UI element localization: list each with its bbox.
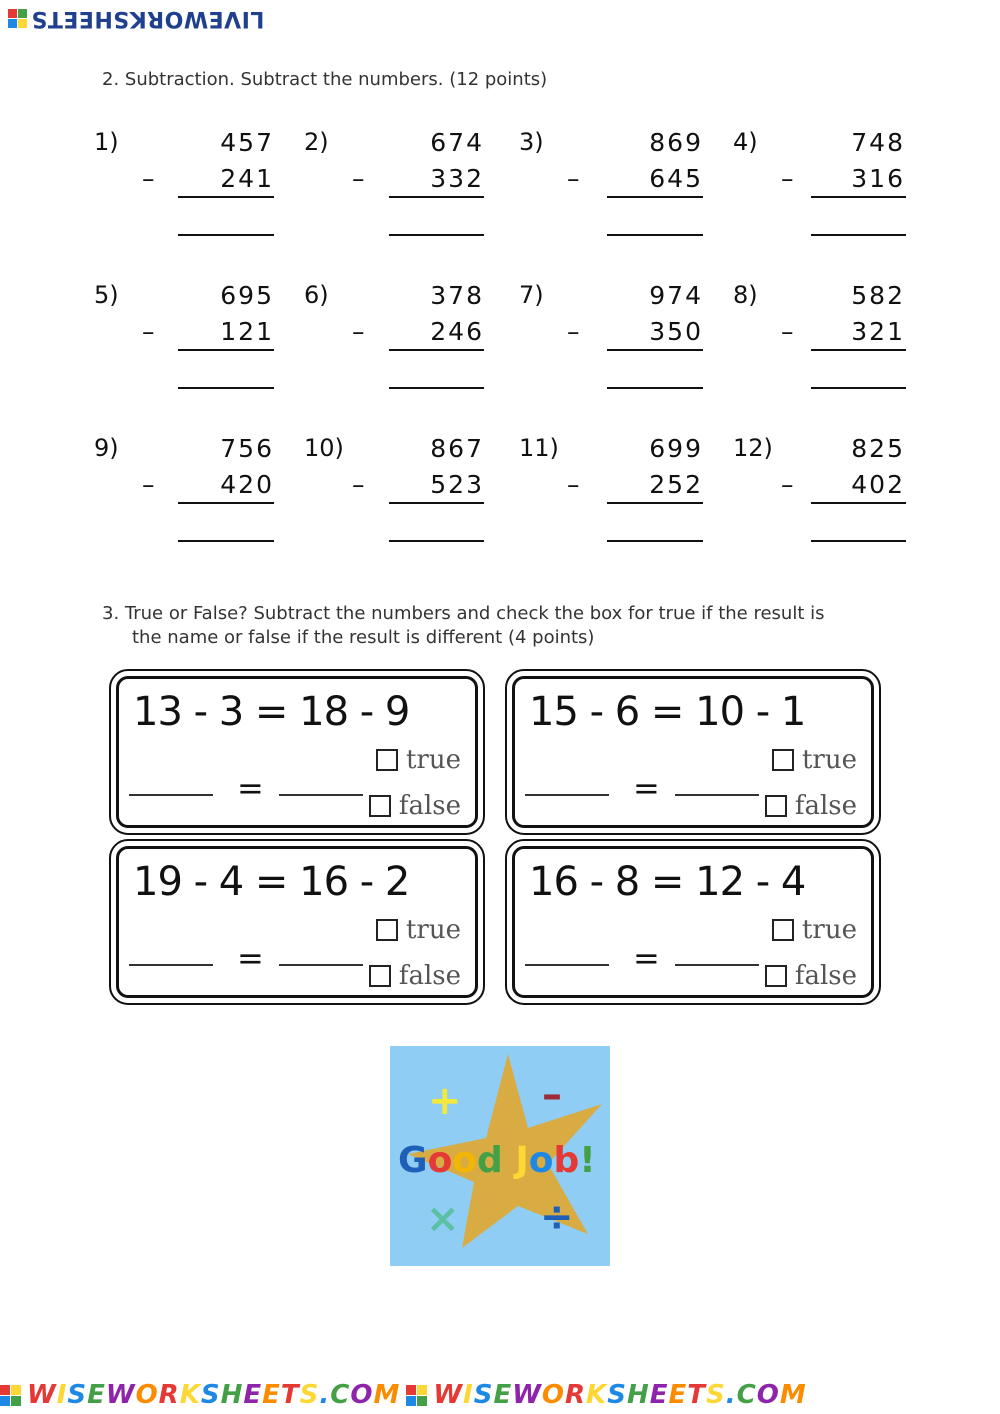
plus-icon (428, 1078, 462, 1124)
underline (811, 349, 906, 351)
false-option[interactable] (765, 791, 857, 821)
minus-sign: – (781, 470, 794, 499)
good-job-badge (390, 1046, 610, 1266)
answer-blank-left[interactable] (525, 794, 609, 796)
minuend: 582 (851, 281, 905, 310)
equals-sign: = (633, 769, 660, 807)
minus-icon (542, 1072, 562, 1118)
equation: 13 - 3 = 18 - 9 (133, 689, 410, 735)
false-label: false (398, 791, 461, 821)
problem-number: 6) (304, 281, 329, 309)
true-option[interactable] (772, 915, 857, 945)
subtrahend: 252 (649, 470, 703, 499)
subtraction-problem (304, 128, 504, 248)
checkbox-false[interactable] (765, 795, 787, 817)
problem-number: 5) (94, 281, 119, 309)
section3-heading-line2: the name or false if the result is different (4 points) (132, 627, 595, 648)
answer-blank[interactable] (178, 540, 274, 542)
footer-blocks-icon (0, 1385, 21, 1406)
section3-heading-line1: 3. True or False? Subtract the numbers and check the box for true if the result is (102, 603, 825, 624)
footer-blocks-icon (406, 1385, 427, 1406)
answer-blank[interactable] (389, 234, 484, 236)
subtraction-problem (733, 281, 933, 401)
footer-text-1: WISEWORKSHEETS.COM (27, 1380, 401, 1410)
underline (607, 502, 703, 504)
logo-blocks-icon (8, 9, 27, 28)
subtrahend: 121 (220, 317, 274, 346)
minus-sign: – (352, 164, 365, 193)
svg-text:–: – (542, 1072, 562, 1118)
minuend: 867 (430, 434, 484, 463)
minuend: 378 (430, 281, 484, 310)
subtraction-problem (733, 434, 933, 554)
underline (607, 196, 703, 198)
minus-sign: – (781, 317, 794, 346)
subtraction-problem (733, 128, 933, 248)
underline (389, 349, 484, 351)
minuend: 457 (220, 128, 274, 157)
svg-text:×: × (426, 1196, 460, 1242)
minus-sign: – (352, 470, 365, 499)
false-option[interactable] (765, 961, 857, 991)
footer-brand (0, 1378, 1000, 1412)
underline (811, 196, 906, 198)
subtrahend: 241 (220, 164, 274, 193)
true-false-card (116, 676, 478, 828)
false-label: false (398, 961, 461, 991)
checkbox-false[interactable] (765, 965, 787, 987)
minus-sign: – (142, 470, 155, 499)
answer-blank-right[interactable] (279, 794, 363, 796)
minus-sign: – (567, 164, 580, 193)
subtrahend: 332 (430, 164, 484, 193)
problem-number: 7) (519, 281, 544, 309)
subtrahend: 246 (430, 317, 484, 346)
answer-blank-left[interactable] (525, 964, 609, 966)
minuend: 974 (649, 281, 703, 310)
minuend: 695 (220, 281, 274, 310)
subtrahend: 321 (851, 317, 905, 346)
underline (389, 502, 484, 504)
underline (389, 196, 484, 198)
subtrahend: 316 (851, 164, 905, 193)
equals-sign: = (633, 939, 660, 977)
equals-sign: = (237, 939, 264, 977)
true-label: true (405, 745, 461, 775)
checkbox-false[interactable] (369, 795, 391, 817)
svg-text:+: + (428, 1078, 462, 1124)
checkbox-true[interactable] (376, 749, 398, 771)
true-label: true (801, 745, 857, 775)
subtraction-problem (304, 434, 504, 554)
true-false-card (512, 846, 874, 998)
answer-blank[interactable] (607, 387, 703, 389)
section2-heading: 2. Subtraction. Subtract the numbers. (12 points) (102, 69, 548, 90)
equation: 16 - 8 = 12 - 4 (529, 859, 806, 905)
true-option[interactable] (376, 915, 461, 945)
true-label: true (801, 915, 857, 945)
equation: 19 - 4 = 16 - 2 (133, 859, 410, 905)
true-false-card (116, 846, 478, 998)
checkbox-true[interactable] (772, 919, 794, 941)
true-label: true (405, 915, 461, 945)
problem-number: 10) (304, 434, 344, 462)
checkbox-false[interactable] (369, 965, 391, 987)
logo-text: LIVEWORKSHEETS (31, 5, 265, 31)
problem-number: 11) (519, 434, 559, 462)
liveworksheets-logo (8, 4, 264, 32)
minus-sign: – (781, 164, 794, 193)
answer-blank[interactable] (607, 540, 703, 542)
answer-blank-right[interactable] (675, 794, 759, 796)
answer-blank[interactable] (607, 234, 703, 236)
answer-blank[interactable] (178, 234, 274, 236)
subtrahend: 420 (220, 470, 274, 499)
true-option[interactable] (772, 745, 857, 775)
times-icon (426, 1196, 460, 1242)
false-option[interactable] (369, 791, 461, 821)
subtraction-problem (304, 281, 504, 401)
subtrahend: 523 (430, 470, 484, 499)
checkbox-true[interactable] (376, 919, 398, 941)
answer-blank[interactable] (389, 387, 484, 389)
underline (607, 349, 703, 351)
subtraction-problem (94, 281, 294, 401)
minuend: 748 (851, 128, 905, 157)
false-option[interactable] (369, 961, 461, 991)
answer-blank-right[interactable] (279, 964, 363, 966)
underline (178, 349, 274, 351)
answer-blank-right[interactable] (675, 964, 759, 966)
true-false-card (512, 676, 874, 828)
problem-number: 9) (94, 434, 119, 462)
svg-text:÷: ÷ (540, 1194, 574, 1240)
subtraction-problem (519, 281, 719, 401)
answer-blank[interactable] (811, 540, 906, 542)
footer-text-2: WISEWORKSHEETS.COM (433, 1380, 807, 1410)
problem-number: 8) (733, 281, 758, 309)
minus-sign: – (142, 317, 155, 346)
answer-blank[interactable] (178, 387, 274, 389)
problem-number: 3) (519, 128, 544, 156)
false-label: false (794, 961, 857, 991)
minuend: 825 (851, 434, 905, 463)
underline (811, 502, 906, 504)
false-label: false (794, 791, 857, 821)
subtraction-problem (94, 128, 294, 248)
minuend: 674 (430, 128, 484, 157)
problem-number: 12) (733, 434, 773, 462)
answer-blank[interactable] (811, 387, 906, 389)
divide-icon (540, 1194, 574, 1240)
answer-blank[interactable] (811, 234, 906, 236)
problem-number: 4) (733, 128, 758, 156)
subtraction-problem (94, 434, 294, 554)
equation: 15 - 6 = 10 - 1 (529, 689, 806, 735)
minus-sign: – (352, 317, 365, 346)
subtraction-problem (519, 434, 719, 554)
good-job-star-icon (390, 1046, 610, 1266)
subtrahend: 402 (851, 470, 905, 499)
minus-sign: – (142, 164, 155, 193)
checkbox-true[interactable] (772, 749, 794, 771)
subtrahend: 645 (649, 164, 703, 193)
underline (178, 196, 274, 198)
minuend: 756 (220, 434, 274, 463)
answer-blank-left[interactable] (129, 964, 213, 966)
answer-blank[interactable] (389, 540, 484, 542)
equals-sign: = (237, 769, 264, 807)
minuend: 699 (649, 434, 703, 463)
true-option[interactable] (376, 745, 461, 775)
subtrahend: 350 (649, 317, 703, 346)
minus-sign: – (567, 470, 580, 499)
minus-sign: – (567, 317, 580, 346)
problem-number: 2) (304, 128, 329, 156)
underline (178, 502, 274, 504)
subtraction-problem (519, 128, 719, 248)
minuend: 869 (649, 128, 703, 157)
answer-blank-left[interactable] (129, 794, 213, 796)
problem-number: 1) (94, 128, 119, 156)
good-job-text: Good Job! (398, 1140, 596, 1181)
